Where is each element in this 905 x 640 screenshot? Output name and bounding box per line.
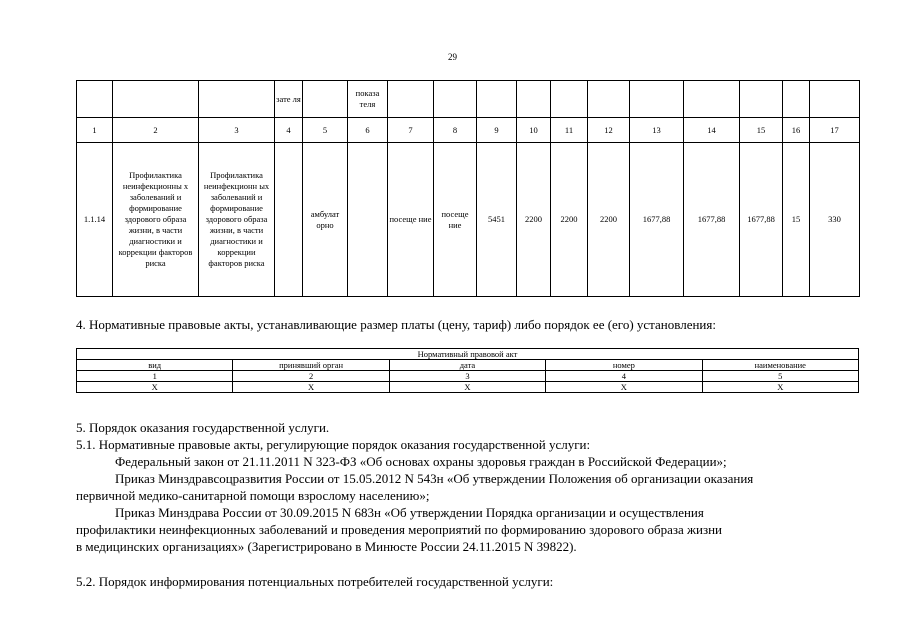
page-number: 29: [448, 52, 457, 62]
cell: 2200: [517, 143, 551, 297]
services-table: [76, 80, 860, 297]
col-num: 11: [551, 118, 588, 143]
col-num: 9: [477, 118, 517, 143]
cell: амбулат орно: [303, 143, 348, 297]
cell: [275, 143, 303, 297]
legal-acts-table: [76, 348, 859, 393]
cell: Профилактика неинфекционны х заболеваний и формирование здорового образа жизни, в части диагностики и коррекции факторов риска: [113, 143, 199, 297]
cell: Х: [233, 382, 389, 393]
cell: Профилактика неинфекционн ых заболеваний и формирование здорового образа жизни, в части диагностики и коррекции факторов риска: [199, 143, 275, 297]
col-num: 14: [684, 118, 740, 143]
cell: 1677,88: [684, 143, 740, 297]
header-cell: дата: [389, 360, 545, 371]
col-num: 13: [630, 118, 684, 143]
table-row: [77, 382, 859, 393]
legal-acts-header-row: [77, 360, 859, 371]
table-header-fragment-row: [77, 81, 860, 118]
col-num: 3: [199, 118, 275, 143]
cell: Х: [702, 382, 858, 393]
cell: 1677,88: [630, 143, 684, 297]
cell: посеще ние: [434, 143, 477, 297]
cell: 330: [810, 143, 860, 297]
col-num: 6: [348, 118, 388, 143]
col-num: 2: [233, 371, 389, 382]
col-num: 17: [810, 118, 860, 143]
col-num: 1: [77, 371, 233, 382]
col-num: 15: [740, 118, 783, 143]
header-fragment: показа теля: [348, 81, 388, 118]
header-cell: принявший орган: [233, 360, 389, 371]
cell: 15: [783, 143, 810, 297]
cell: Х: [546, 382, 702, 393]
header-cell: вид: [77, 360, 233, 371]
cell: 2200: [551, 143, 588, 297]
col-num: 4: [275, 118, 303, 143]
legal-acts-title: Нормативный правовой акт: [77, 349, 859, 360]
law-order-683-line2: профилактики неинфекционных заболеваний и проведения мероприятий по формированию здорового образа жизни: [76, 522, 722, 537]
law-order-683-line3: в медицинских организациях» (Зарегистрировано в Минюсте России 24.11.2015 N 39822).: [76, 539, 577, 554]
cell: посеще ние: [388, 143, 434, 297]
cell: [348, 143, 388, 297]
section-5-1-heading: 5.1. Нормативные правовые акты, регулирующие порядок оказания государственной услуги:: [76, 437, 591, 452]
col-num: 5: [702, 371, 858, 382]
cell: 1.1.14: [77, 143, 113, 297]
table-row: [77, 143, 860, 297]
section-4-heading: 4. Нормативные правовые акты, устанавливающие размер платы (цену, тариф) либо порядок ее (его) установления:: [76, 317, 716, 332]
col-num: 12: [588, 118, 630, 143]
col-num: 5: [303, 118, 348, 143]
col-num: 4: [546, 371, 702, 382]
section-5-2-heading: 5.2. Порядок информирования потенциальных потребителей государственной услуги:: [76, 574, 554, 589]
col-num: 10: [517, 118, 551, 143]
header-cell: номер: [546, 360, 702, 371]
col-num: 2: [113, 118, 199, 143]
col-num: 1: [77, 118, 113, 143]
section-5-heading: 5. Порядок оказания государственной услуги.: [76, 420, 330, 435]
col-num: 7: [388, 118, 434, 143]
col-num: 8: [434, 118, 477, 143]
law-order-683-line1: Приказ Минздрава России от 30.09.2015 N 683н «Об утверждении Порядка организации и осуществления: [115, 505, 704, 520]
cell: Х: [389, 382, 545, 393]
cell: 2200: [588, 143, 630, 297]
cell: 5451: [477, 143, 517, 297]
cell: 1677,88: [740, 143, 783, 297]
header-cell: наименование: [702, 360, 858, 371]
col-num: 16: [783, 118, 810, 143]
header-fragment: зате ля: [275, 81, 303, 118]
col-num: 3: [389, 371, 545, 382]
law-federal-323: Федеральный закон от 21.11.2011 N 323-ФЗ «Об основах охраны здоровья граждан в Российской Федерации»;: [115, 454, 727, 469]
legal-acts-number-row: [77, 371, 859, 382]
law-order-543-line1: Приказ Минздравсоцразвития России от 15.05.2012 N 543н «Об утверждении Положения об организации оказания: [115, 471, 754, 486]
cell: Х: [77, 382, 233, 393]
law-order-543-line2: первичной медико-санитарной помощи взрослому населению»;: [76, 488, 430, 503]
column-number-row: [77, 118, 860, 143]
